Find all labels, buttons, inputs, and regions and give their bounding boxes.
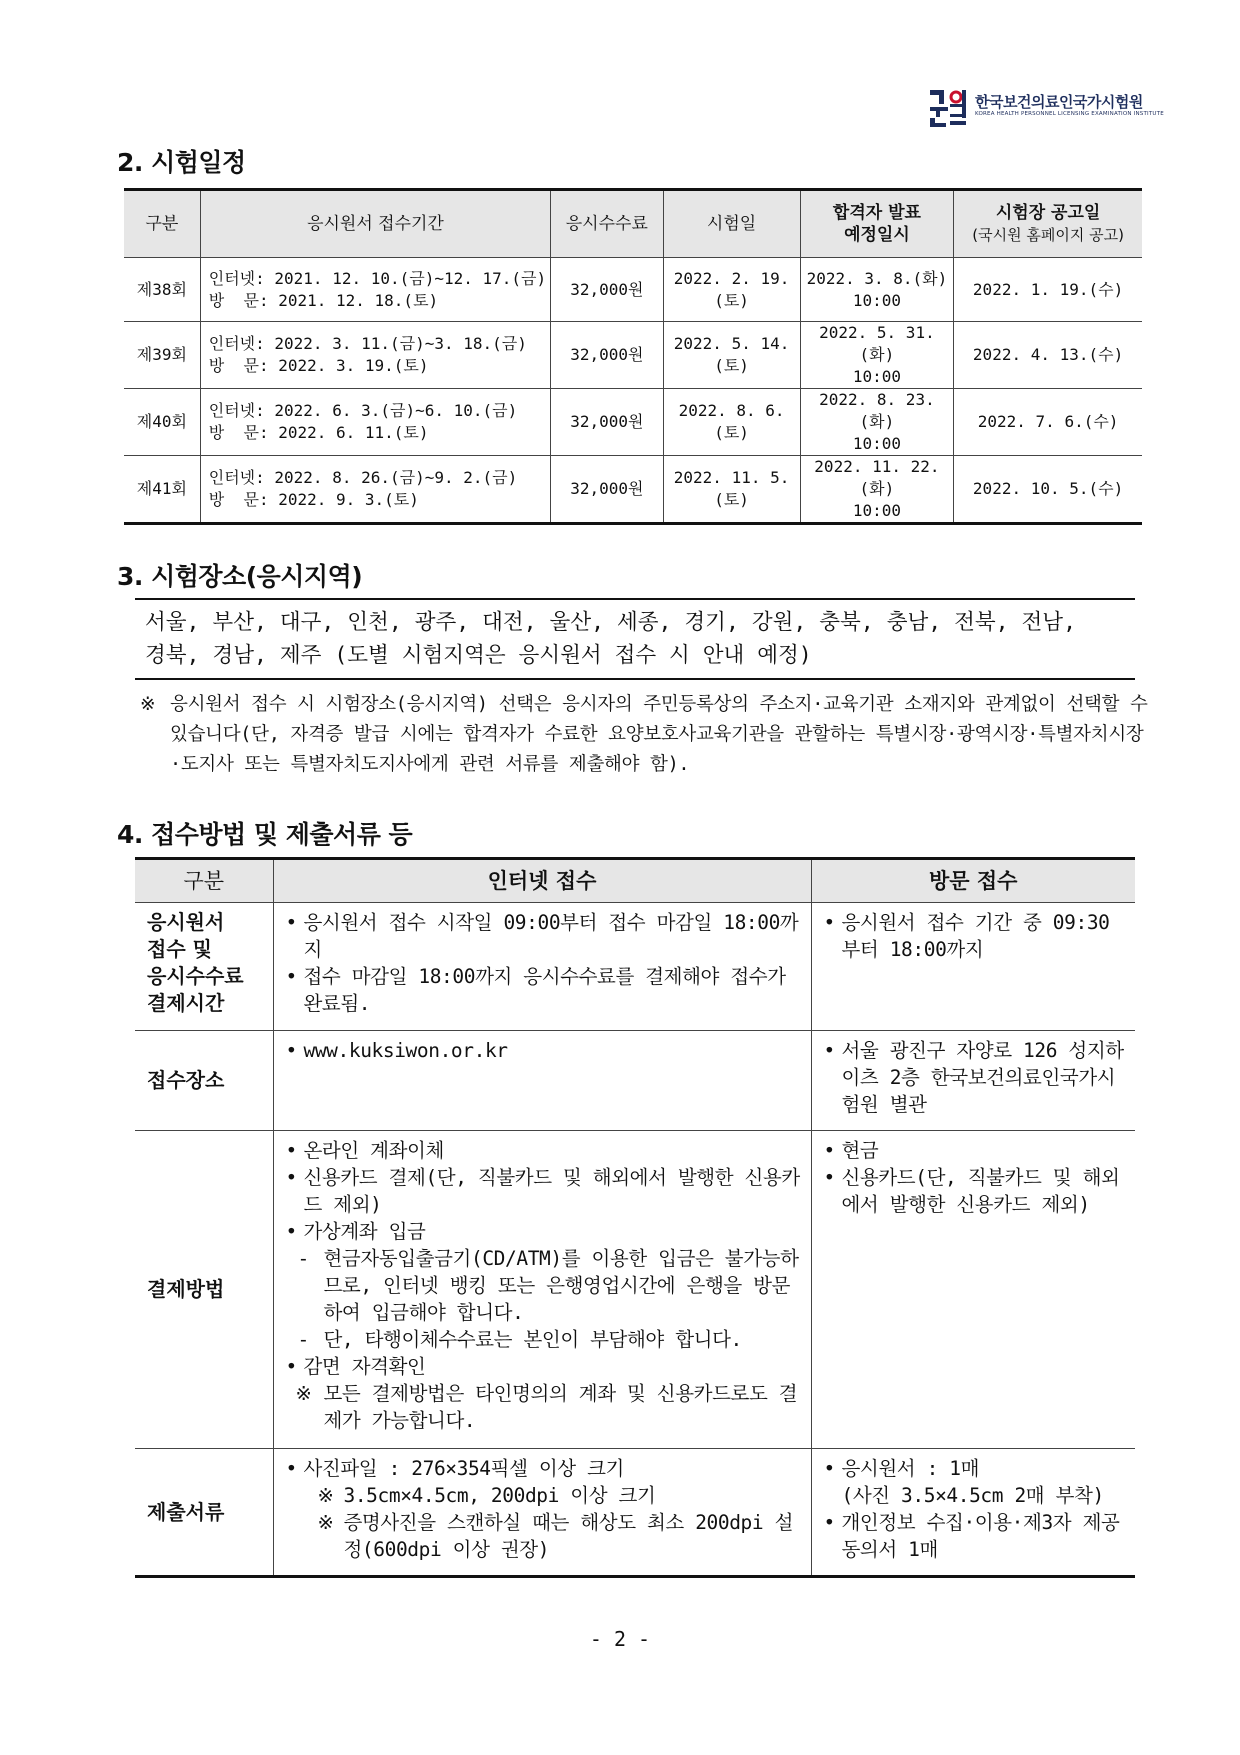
kuksiwon-logo-icon [928,88,968,128]
table-row [135,1131,1135,1449]
list-item: • 접수 마감일 18:00까지 응시수수료를 결제해야 접수가 완료됨. [284,963,803,1017]
submission-method-table [135,857,1135,1578]
result-date: 2022. 3. 8.(화) [806,268,948,288]
internet-cell [273,903,811,1031]
list-item: • 신용카드(단, 직불카드 및 해외에서 발행한 신용카드 제외) [822,1164,1128,1218]
exam-schedule-table [124,188,1142,525]
fee-cell: 32,000원 [551,258,663,322]
internet-cell [273,1449,811,1577]
period-visit: 방 문: 2021. 12. 18.(토) [208,290,439,310]
org-logo [928,88,1164,128]
col-header-exam-date: 시험일 [663,190,800,258]
period-cell [200,322,550,389]
list-item: • 사진파일 : 276×354픽셀 이상 크기 [284,1455,803,1482]
notice-date-label: 시험장 공고일 [995,203,1101,223]
list-item-text: • 응시원서 : 1매 [841,1457,980,1480]
exam-date-cell: 2022. 5. 14.(토) [663,322,800,389]
table-header-row [124,190,1142,258]
result-date: 2022. 8. 23.(화) [819,390,935,431]
table-header-row [135,859,1135,903]
reference-note: ※ 증명사진을 스캔하실 때는 해상도 최소 200dpi 설정(600dpi 이상 권장) [284,1509,803,1563]
list-item: • 감면 자격확인 [284,1353,803,1380]
list-item: • 온라인 계좌이체 [284,1137,803,1164]
reference-mark: ※ [140,694,156,715]
period-cell [200,389,550,456]
list-item: • 신용카드 결제(단, 직불카드 및 해외에서 발행한 신용카드 제외) [284,1164,803,1218]
col-header-round: 구분 [124,190,200,258]
list-item: • 개인정보 수집·이용·제3자 제공 동의서 1매 [822,1509,1128,1563]
website-link[interactable]: • www.kuksiwon.or.kr [284,1037,803,1064]
internet-cell [273,1031,811,1131]
col-header-category: 구분 [135,859,273,903]
period-internet: 인터넷: 2022. 8. 26.(금)~9. 2.(금) [208,468,518,487]
notice-date-cell: 2022. 4. 13.(수) [954,322,1142,389]
list-item: • 서울 광진구 자양로 126 성지하이츠 2층 한국보건의료인국가시험원 별관 [822,1037,1128,1118]
notice-date-cell: 2022. 7. 6.(수) [954,389,1142,456]
org-name-en: KOREA HEALTH PERSONNEL LICENSING EXAMINATION INSTITUTE [975,111,1164,117]
regions-line: 서울, 부산, 대구, 인천, 광주, 대전, 울산, 세종, 경기, 강원, 충북, 충남, 전북, 전남, [145,610,1077,635]
table-row [124,322,1142,389]
period-cell [200,258,550,322]
list-item: • 가상계좌 입금 [284,1218,803,1245]
exam-date-cell: 2022. 8. 6.(토) [663,389,800,456]
table-row [135,1449,1135,1577]
period-visit: 방 문: 2022. 9. 3.(토) [208,490,419,509]
location-note [140,690,1150,780]
result-date: 2022. 5. 31.(화) [819,323,935,364]
exam-date-cell: 2022. 2. 19.(토) [663,258,800,322]
page-number: - 2 - [589,1627,651,1651]
result-date-cell [800,389,954,456]
exam-date-cell: 2022. 11. 5.(토) [663,456,800,524]
visit-cell [811,1031,1135,1131]
period-visit: 방 문: 2022. 3. 19.(토) [208,356,429,375]
round-cell: 제39회 [124,322,200,389]
section-title-schedule: 2. 시험일정 [117,148,246,177]
reference-note: ※ 3.5cm×4.5cm, 200dpi 이상 크기 [284,1482,803,1509]
list-item: • 응시원서 접수 기간 중 09:30부터 18:00까지 [822,909,1128,963]
col-header-period: 응시원서 접수기간 [200,190,550,258]
category-cell: 응시원서 접수 및 응시수수료 결제시간 [135,903,273,1031]
col-header-fee: 응시수수료 [551,190,663,258]
period-cell [200,456,550,524]
notice-date-sublabel: (국시원 홈페이지 공고) [972,226,1124,244]
round-cell: 제40회 [124,389,200,456]
notice-date-cell: 2022. 10. 5.(수) [954,456,1142,524]
result-date: 2022. 11. 22.(화) [814,457,940,498]
list-item-subtext: (사진 3.5×4.5cm 2매 부착) [841,1484,1104,1507]
result-date-cell [800,258,954,322]
location-note-text: 응시원서 접수 시 시험장소(응시지역) 선택은 응시자의 주민등록상의 주소지·교육기관 소재지와 관계없이 선택할 수 있습니다(단, 자격증 발급 시에는 합격자가 수료한 요양보호사교육기관을 관할하는 특별시장·광역시장·특별자치시장·도지사 또는 특별자치도지사에게 관련 서류를 제출해야 함). [170,694,1148,775]
category-cell: 제출서류 [135,1449,273,1577]
fee-cell: 32,000원 [551,322,663,389]
col-header-internet: 인터넷 접수 [273,859,811,903]
regions-box [135,598,1135,680]
category-cell: 결제방법 [135,1131,273,1449]
table-row [124,389,1142,456]
section-title-submission: 4. 접수방법 및 제출서류 등 [117,820,413,849]
visit-cell [811,903,1135,1031]
reference-note: ※ 모든 결제방법은 타인명의의 계좌 및 신용카드로도 결제가 가능합니다. [284,1380,803,1434]
fee-cell: 32,000원 [551,389,663,456]
result-time: 10:00 [852,367,901,386]
result-date-cell [800,456,954,524]
period-internet: 인터넷: 2022. 3. 11.(금)~3. 18.(금) [208,334,527,353]
list-item: • 응시원서 접수 시작일 09:00부터 접수 마감일 18:00까지 [284,909,803,963]
period-internet: 인터넷: 2022. 6. 3.(금)~6. 10.(금) [208,401,518,420]
round-cell: 제38회 [124,258,200,322]
org-name: 한국보건의료인국가시험원 [975,93,1143,111]
list-subitem: - 현금자동입출금기(CD/ATM)를 이용한 입금은 불가능하므로, 인터넷 뱅킹 또는 은행영업시간에 은행을 방문하여 입금해야 합니다. [284,1245,803,1326]
regions-line: 경북, 경남, 제주 (도별 시험지역은 응시원서 접수 시 안내 예정) [145,643,812,668]
list-item: • 현금 [822,1137,1128,1164]
col-header-visit: 방문 접수 [811,859,1135,903]
table-row [124,456,1142,524]
internet-cell [273,1131,811,1449]
round-cell: 제41회 [124,456,200,524]
category-cell: 접수장소 [135,1031,273,1131]
table-row [135,1031,1135,1131]
period-internet: 인터넷: 2021. 12. 10.(금)~12. 17.(금) [208,268,547,288]
section-title-locations: 3. 시험장소(응시지역) [117,562,363,591]
notice-date-cell: 2022. 1. 19.(수) [954,258,1142,322]
list-item [822,1455,1128,1509]
col-header-result-date: 합격자 발표 예정일시 [800,190,954,258]
visit-cell [811,1131,1135,1449]
visit-cell [811,1449,1135,1577]
result-time: 10:00 [852,501,901,520]
table-row [124,258,1142,322]
col-header-notice-date [954,190,1142,258]
result-time: 10:00 [852,290,901,310]
fee-cell: 32,000원 [551,456,663,524]
period-visit: 방 문: 2022. 6. 11.(토) [208,423,429,442]
result-time: 10:00 [852,434,901,453]
list-subitem: - 단, 타행이체수수료는 본인이 부담해야 합니다. [284,1326,803,1353]
table-row [135,903,1135,1031]
result-date-cell [800,322,954,389]
